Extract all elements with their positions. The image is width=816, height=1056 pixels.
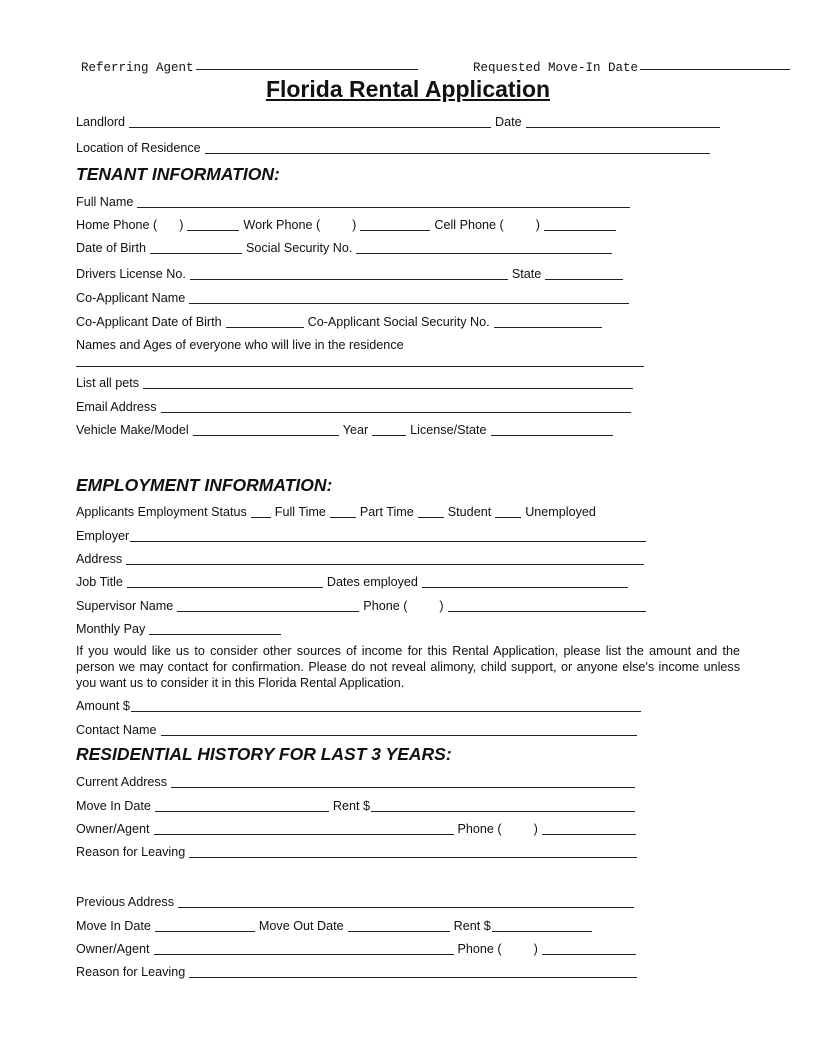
supervisor-phone-field[interactable] [448, 600, 646, 612]
student-label: Student [447, 505, 492, 519]
location-label: Location of Residence [76, 141, 201, 155]
current-move-in-row [76, 797, 639, 813]
ssn-field[interactable] [356, 242, 612, 254]
full-name-row [76, 193, 634, 209]
dl-row [76, 265, 627, 281]
email-label: Email Address [76, 400, 157, 414]
part-time-check[interactable] [330, 506, 356, 518]
employer-address-row [76, 550, 648, 566]
cell-phone-close: ) [535, 218, 540, 232]
dl-label: Drivers License No. [76, 267, 186, 281]
co-name-field[interactable] [189, 292, 629, 304]
supervisor-phone-close: ) [439, 599, 444, 613]
previous-rent-field[interactable] [492, 920, 592, 932]
pets-row [76, 374, 637, 390]
previous-reason-label: Reason for Leaving [76, 965, 186, 979]
previous-owner-phone-field[interactable] [542, 943, 636, 955]
location-field[interactable] [205, 142, 710, 154]
current-reason-row [76, 843, 641, 859]
landlord-row [76, 113, 724, 129]
previous-move-in-field[interactable] [155, 920, 255, 932]
current-move-in-label: Move In Date [76, 799, 151, 813]
vehicle-row [76, 421, 617, 437]
co-name-row [76, 289, 633, 305]
date-label: Date [495, 115, 522, 129]
current-address-row [76, 773, 639, 789]
co-dob-label: Co-Applicant Date of Birth [76, 315, 222, 329]
job-title-row [76, 573, 632, 589]
amount-field[interactable] [131, 700, 641, 712]
residents-field[interactable] [76, 355, 644, 367]
home-phone-close: ) [179, 218, 184, 232]
pets-field[interactable] [143, 377, 633, 389]
cell-phone-text: Cell Phone ( [434, 218, 504, 232]
dates-field[interactable] [422, 576, 628, 588]
supervisor-row [76, 597, 650, 613]
cell-phone-field[interactable] [544, 219, 616, 231]
move-in-date-row [473, 58, 794, 75]
landlord-label: Landlord [76, 115, 126, 129]
job-title-label: Job Title [76, 575, 123, 589]
current-owner-field[interactable] [154, 823, 454, 835]
previous-address-row [76, 893, 638, 909]
location-row [76, 139, 714, 155]
work-phone-field[interactable] [360, 219, 430, 231]
current-reason-field[interactable] [189, 846, 637, 858]
part-time-label: Part Time [359, 505, 414, 519]
previous-address-field[interactable] [178, 896, 634, 908]
page-title: Florida Rental Application [265, 76, 551, 102]
vehicle-field[interactable] [193, 424, 339, 436]
previous-owner-row [76, 940, 640, 956]
amount-row [76, 697, 645, 713]
previous-address-label: Previous Address [76, 895, 175, 909]
referring-agent-label: Referring Agent [81, 61, 194, 75]
residents-row [76, 336, 404, 352]
employer-row [76, 527, 650, 543]
current-reason-label: Reason for Leaving [76, 845, 186, 859]
pets-label: List all pets [76, 376, 139, 390]
previous-reason-field[interactable] [189, 966, 637, 978]
current-address-label: Current Address [76, 775, 167, 789]
unemployed-check[interactable] [495, 506, 521, 518]
landlord-field[interactable] [129, 116, 491, 128]
co-ssn-field[interactable] [494, 316, 602, 328]
contact-label: Contact Name [76, 723, 157, 737]
status-label: Applicants Employment Status [76, 505, 247, 519]
referring-agent-row [81, 58, 422, 75]
previous-rent-label: Rent $ [453, 919, 491, 933]
home-phone-label: Home Phone ( [76, 218, 158, 232]
previous-owner-phone-label: Phone ( [457, 942, 502, 956]
dob-field[interactable] [150, 242, 242, 254]
date-field[interactable] [526, 116, 720, 128]
job-title-field[interactable] [127, 576, 323, 588]
previous-reason-row [76, 963, 641, 979]
previous-owner-label: Owner/Agent [76, 942, 150, 956]
work-phone-text: Work Phone ( [243, 218, 321, 232]
employer-field[interactable] [130, 530, 646, 542]
dl-field[interactable] [190, 268, 508, 280]
email-field[interactable] [161, 401, 631, 413]
supervisor-phone-label: Phone ( [363, 599, 408, 613]
full-time-label: Full Time [274, 505, 326, 519]
email-row [76, 398, 635, 414]
current-owner-phone-field[interactable] [542, 823, 636, 835]
dob-row [76, 239, 616, 255]
current-move-in-field[interactable] [155, 800, 329, 812]
unemployed-label: Unemployed [525, 505, 596, 519]
move-in-date-label: Requested Move-In Date [473, 61, 639, 75]
student-check[interactable] [418, 506, 444, 518]
move-in-date-field[interactable] [640, 58, 790, 70]
employer-address-field[interactable] [126, 553, 644, 565]
ssn-label: Social Security No. [246, 241, 353, 255]
monthly-pay-row [76, 620, 285, 636]
employer-address-label: Address [76, 552, 123, 566]
current-rent-label: Rent $ [332, 799, 371, 813]
current-owner-phone-close: ) [533, 822, 538, 836]
employment-status-row [76, 503, 596, 519]
previous-owner-field[interactable] [154, 943, 454, 955]
contact-row [76, 721, 641, 737]
previous-move-out-field[interactable] [348, 920, 450, 932]
referring-agent-field[interactable] [196, 58, 418, 70]
state-field[interactable] [545, 268, 623, 280]
current-owner-label: Owner/Agent [76, 822, 150, 836]
license-label: License/State [410, 423, 487, 437]
year-label: Year [342, 423, 369, 437]
supervisor-label: Supervisor Name [76, 599, 174, 613]
income-paragraph: If you would like us to consider other sources of income for this Rental Application, please list the amount and the person we may contact for confirmation. Please do not reveal alimony, child support, or anyone else's income unless you want us to consider it in this Florida Rental Application. [76, 644, 740, 690]
phones-row [76, 216, 620, 232]
dob-label: Date of Birth [76, 241, 146, 255]
year-field[interactable] [372, 424, 406, 436]
work-phone-close: ) [352, 218, 357, 232]
full-name-label: Full Name [76, 195, 134, 209]
contact-field[interactable] [161, 724, 637, 736]
dates-label: Dates employed [326, 575, 418, 589]
co-name-label: Co-Applicant Name [76, 291, 186, 305]
state-label: State [511, 267, 542, 281]
amount-label: Amount $ [76, 699, 130, 713]
monthly-pay-label: Monthly Pay [76, 622, 146, 636]
supervisor-field[interactable] [177, 600, 359, 612]
employment-heading: EMPLOYMENT INFORMATION: [76, 475, 333, 495]
co-dob-row [76, 313, 606, 329]
residents-label: Names and Ages of everyone who will live in the residence [76, 338, 404, 352]
employer-label: Employer [76, 529, 130, 543]
full-name-field[interactable] [137, 196, 630, 208]
license-field[interactable] [491, 424, 613, 436]
previous-move-out-label: Move Out Date [258, 919, 344, 933]
previous-dates-row [76, 917, 596, 933]
full-time-check[interactable] [251, 506, 271, 518]
current-owner-row [76, 820, 640, 836]
current-rent-field[interactable] [371, 800, 635, 812]
vehicle-label: Vehicle Make/Model [76, 423, 189, 437]
previous-owner-phone-close: ) [533, 942, 538, 956]
current-owner-phone-label: Phone ( [457, 822, 502, 836]
current-address-field[interactable] [171, 776, 635, 788]
residents-line-row [76, 352, 648, 368]
home-phone-field[interactable] [187, 219, 239, 231]
residential-heading: RESIDENTIAL HISTORY FOR LAST 3 YEARS: [76, 744, 452, 764]
previous-move-in-label: Move In Date [76, 919, 151, 933]
monthly-pay-field[interactable] [149, 623, 281, 635]
tenant-heading: TENANT INFORMATION: [76, 164, 280, 184]
co-ssn-label: Co-Applicant Social Security No. [307, 315, 490, 329]
co-dob-field[interactable] [226, 316, 304, 328]
